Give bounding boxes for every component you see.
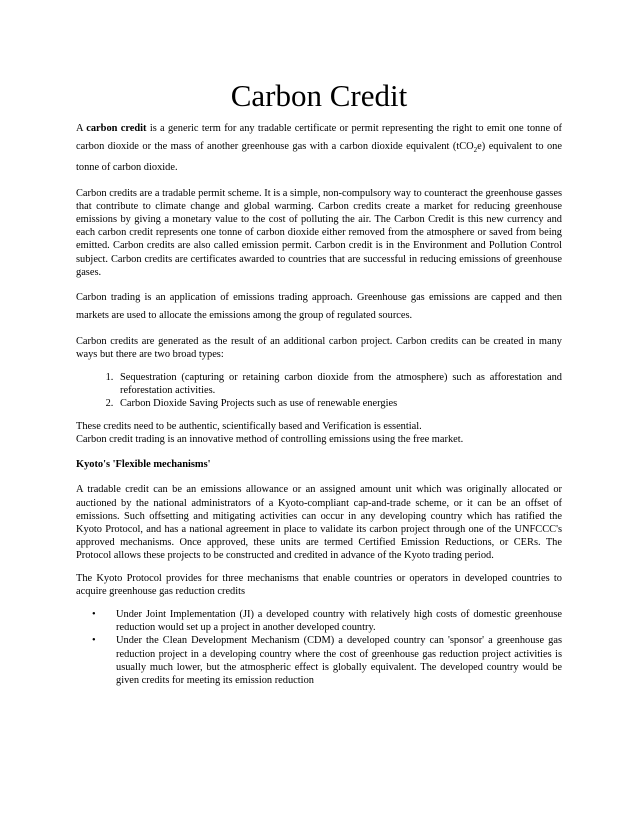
list-item <box>92 608 562 634</box>
bullet-icon: • <box>92 609 96 621</box>
kyoto-paragraph: A tradable credit can be an emissions allowance or an assigned amount unit which was originally allocated or auctioned by the national administrators of a Kyoto-compliant cap-and-trade scheme, or it can be an offset of emissions. Such offsetting and mitigating activities can occur in any developing country which has ratified the Kyoto Protocol, and has a national agreement in place to validate its carbon project through one of the UNFCCC's approved mechanisms. Once approved, these units are termed Certified Emission Reductions, or CERs. The Protocol allows these projects to be constructed and credited in advance of the Kyoto trading period. <box>76 484 562 561</box>
mechanisms-paragraph: The Kyoto Protocol provides for three mechanisms that enable countries or operators in developed countries to acquire greenhouse gas reduction credits <box>76 573 562 598</box>
kyoto-heading: Kyoto's 'Flexible mechanisms' <box>76 459 211 471</box>
list-item-text: Under the Clean Development Mechanism (CDM) a developed country can 'sponsor' a greenhouse gas reduction project in a developing country where the cost of greenhouse gas reduction project activities is usually much lower, but the atmospheric effect is globally equivalent. The developed country would be given credits for meeting its emission reduction <box>116 635 562 686</box>
list-item <box>92 634 562 686</box>
list-item: 1. Sequestration (capturing or retaining carbon dioxide from the atmosphere) such as afforestation and reforestation activities. <box>116 371 562 397</box>
permit-paragraph: Carbon credits are a tradable permit scheme. It is a simple, non-compulsory way to counteract the greenhouse gasses that contribute to climate change and global warming. Carbon credits create a market for reducing greenhouse emissions by giving a monetary value to the cost of polluting the air. The Carbon Credit is this new currency and each carbon credit represents one tonne of carbon dioxide either removed from the atmosphere or saved from being emitted. Carbon credits are also called emission permit. Carbon credit is in the Environment and Pollution Control subject. Carbon credits are certificates awarded to countries that are successful in reducing emissions of greenhouse gases. <box>76 188 562 278</box>
bullet-icon: • <box>92 635 96 647</box>
document-page <box>76 0 562 697</box>
mechanisms-list <box>76 608 562 687</box>
trading-paragraph: Carbon trading is an application of emissions trading approach. Greenhouse gas emissions are capped and then markets are used to allocate the emissions among the group of regulated sources. <box>76 291 562 321</box>
innovative-paragraph: Carbon credit trading is an innovative method of controlling emissions using the free market. <box>76 434 464 446</box>
intro-paragraph <box>76 120 562 177</box>
intro-term: carbon credit <box>86 123 147 134</box>
credit-types-list <box>76 371 562 410</box>
intro-text-a: is a generic term for any tradable certificate or permit representing the right to emit one tonne of carbon dioxide or the mass of another greenhouse gas with a carbon dioxide equivalent (tCO <box>76 123 563 152</box>
intro-lead: A <box>76 123 87 134</box>
list-item-text: Under Joint Implementation (JI) a developed country with relatively high costs of domestic greenhouse reduction would set up a project in another developed country. <box>116 609 562 634</box>
generated-paragraph: Carbon credits are generated as the result of an additional carbon project. Carbon credits can be created in many ways but there are two broad types: <box>76 335 562 360</box>
intro-subscript: 2 <box>473 146 478 155</box>
list-item: 2. Carbon Dioxide Saving Projects such as use of renewable energies <box>116 397 562 410</box>
page-title: Carbon Credit <box>230 78 408 113</box>
authentic-paragraph: These credits need to be authentic, scientifically based and Verification is essential. <box>76 421 422 433</box>
intro-text-b: e) equivalent to one tonne of carbon dioxide. <box>76 141 562 174</box>
